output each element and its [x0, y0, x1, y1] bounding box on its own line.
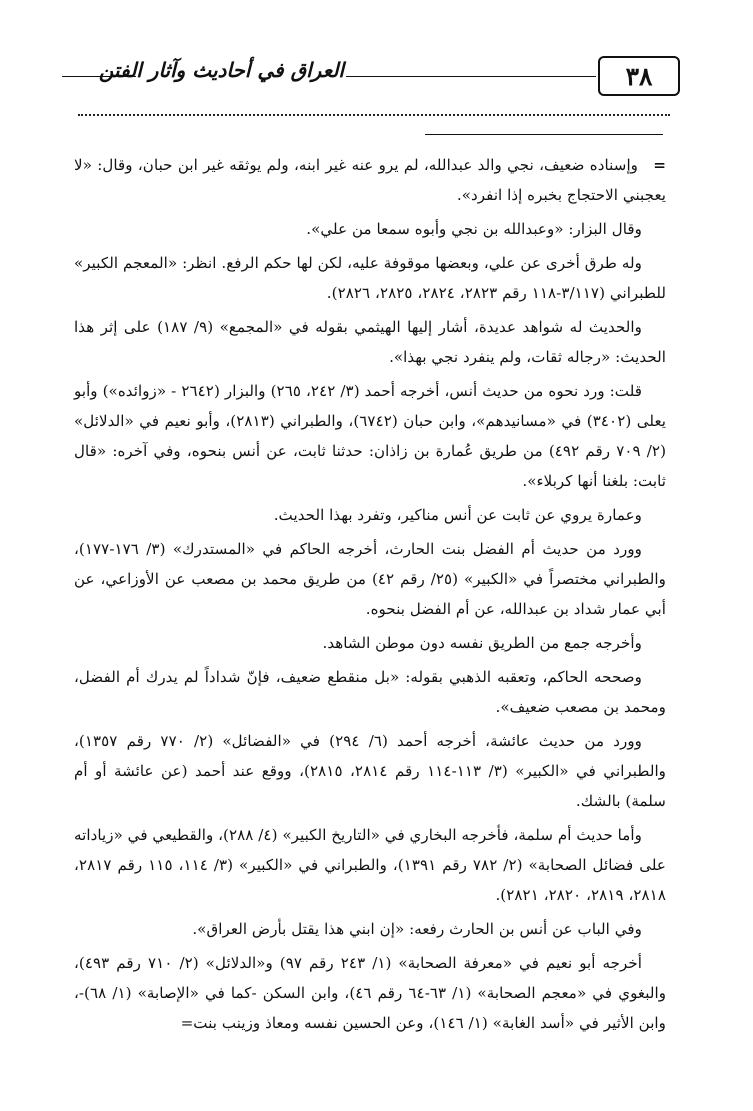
- paragraph-3: وله طرق أخرى عن علي، وبعضها موقوفة عليه، لكن لها حكم الرفع. انظر: «المعجم الكبير» للطبراني (٣/١١٧-١١٨ رقم ٢٨٢٣، ٢٨٢٤، ٢٨٢٥، ٢٨٢٦).: [74, 254, 666, 302]
- paragraph-12: وفي الباب عن أنس بن الحارث رفعه: «إن ابني هذا يقتل بأرض العراق».: [192, 920, 642, 938]
- paragraph-4: والحديث له شواهد عديدة، أشار إليها الهيثمي بقوله في «المجمع» (٩/ ١٨٧) على إثر هذا الحديث: «رجاله ثقات، ولم ينفرد نجي بهذا».: [74, 318, 666, 366]
- paragraph-10: وورد من حديث عائشة، أخرجه أحمد (٦/ ٢٩٤) في «الفضائل» (٢/ ٧٧٠ رقم ١٣٥٧)، والطبراني في «الكبير» (٣/ ١١٣-١١٤ رقم ٢٨١٤، ٢٨١٥)، ووقع عند أحمد (عن عائشة أو أم سلمة) بالشك.: [74, 732, 667, 810]
- book-title: العراق في أحاديث وآثار الفتن: [98, 58, 344, 82]
- paragraph-5: قلت: ورد نحوه من حديث أنس، أخرجه أحمد (٣/ ٢٤٢، ٢٦٥) والبزار (٢٦٤٢ - «زوائده») وأبو يعلى (٣٤٠٢) في «مسانيدهم»، وابن حبان (٦٧٤٢)، والطبراني (٢٨١٣)، وأبو نعيم في «الدلائل» (٢/ ٧٠٩ رقم ٤٩٢) من طريق عُمارة بن زاذان: حدثنا ثابت، عن أنس بنحوه، وفي آخره: «قال ثابت: بلغنا أنها كربلاء».: [74, 382, 667, 490]
- paragraph-13: أخرجه أبو نعيم في «معرفة الصحابة» (١/ ٢٤٣ رقم ٩٧) و«الدلائل» (٢/ ٧١٠ رقم ٤٩٣)، والبغوي في «معجم الصحابة» (١/ ٦٣-٦٤ رقم ٤٦)، وابن السكن -كما في «الإصابة» (١/ ٦٨)-، وابن الأثير في «أسد الغابة» (١/ ١٤٦)، وعن الحسين نفسه ومعاذ وزينب بنت=: [74, 954, 667, 1032]
- paragraph-2: وقال البزار: «وعبدالله بن نجي وأبوه سمعا من علي».: [306, 220, 642, 238]
- continuation-mark: =: [653, 156, 666, 174]
- paragraph-1: =وإسناده ضعيف، نجي والد عبدالله، لم يرو عنه غير ابنه، ولم يوثقه غير ابن حبان، وقال: «لا يعجبني الاحتجاج بخبره إذا انفرد».: [74, 150, 666, 210]
- footnote-text: [74, 150, 666, 1042]
- header-rule-left: [62, 76, 136, 77]
- page-number: ٣٨: [625, 61, 653, 91]
- page-number-box: [598, 56, 680, 96]
- paragraph-7: وورد من حديث أم الفضل بنت الحارث، أخرجه الحاكم في «المستدرك» (٣/ ١٧٦-١٧٧)، والطبراني مختصراً في «الكبير» (٢٥/ رقم ٤٢) من طريق محمد بن مصعب عن الأوزاعي، عن أبي عمار شداد بن عبدالله، عن أم الفضل بنحوه.: [74, 540, 666, 618]
- paragraph-6: وعمارة يروي عن ثابت عن أنس مناكير، وتفرد بهذا الحديث.: [273, 506, 642, 524]
- dotted-separator: [78, 114, 670, 116]
- page-header: [62, 48, 680, 98]
- paragraph-9: وصححه الحاكم، وتعقبه الذهبي بقوله: «بل منقطع ضعيف، فإنّ شداداً لم يدرك أم الفضل، ومحمد بن مصعب ضعيف».: [74, 668, 666, 716]
- footnote-rule: [425, 134, 663, 135]
- paragraph-11: وأما حديث أم سلمة، فأخرجه البخاري في «التاريخ الكبير» (٤/ ٢٨٨)، والقطيعي في «زياداته على فضائل الصحابة» (٢/ ٧٨٢ رقم ١٣٩١)، والطبراني في «الكبير» (٣/ ١١٤، ١١٥ رقم ٢٨١٧، ٢٨١٨، ٢٨١٩، ٢٨٢٠، ٢٨٢١).: [74, 826, 666, 904]
- paragraph-8: وأخرجه جمع من الطريق نفسه دون موطن الشاهد.: [322, 634, 642, 652]
- header-rule-right: [346, 76, 596, 77]
